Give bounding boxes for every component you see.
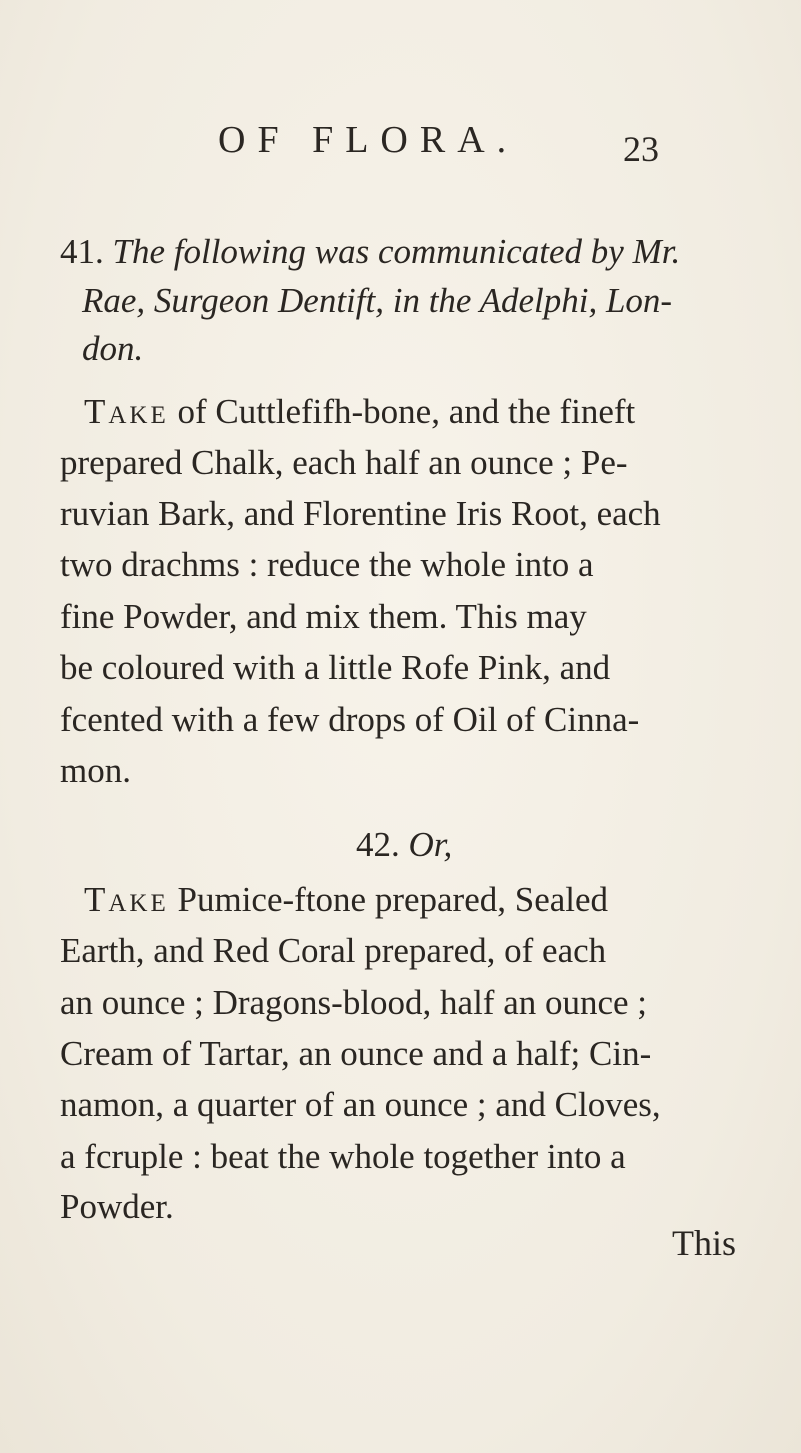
recipe-42-heading <box>356 825 452 865</box>
recipe-42-heading-word: Or, <box>408 825 453 864</box>
recipe-41-body-line-6: be coloured with a little Rofe Pink, and <box>60 648 611 687</box>
page-number: 23 <box>623 129 659 169</box>
recipe-42-body-line-1 <box>84 880 608 920</box>
recipe-41-body-line-3: ruvian Bark, and Florentine Iris Root, each <box>60 494 661 533</box>
recipe-41-body-line-1 <box>84 392 635 432</box>
catchword: This <box>672 1223 737 1263</box>
page-header <box>0 118 801 178</box>
take-word: Take <box>84 392 169 431</box>
recipe-41-body-line-4: two drachms : reduce the whole into a <box>60 545 594 584</box>
recipe-41-heading-line-1 <box>60 232 680 272</box>
recipe-42-body-line-1-rest: Pumice-ftone prepared, Sealed <box>168 880 609 919</box>
recipe-42-number: 42. <box>356 825 400 864</box>
recipe-41-body-line-5: fine Powder, and mix them. This may <box>60 597 587 636</box>
recipe-41-number: 41. <box>60 232 104 271</box>
recipe-41-body-line-8: mon. <box>60 751 131 790</box>
take-word: Take <box>84 880 169 919</box>
recipe-41-heading-line-2: Rae, Surgeon Dentift, in the Adelphi, Lon- <box>82 281 673 320</box>
recipe-41-body-line-7: fcented with a few drops of Oil of Cinna- <box>60 700 640 739</box>
running-title: OF FLORA. <box>218 119 519 161</box>
recipe-41-body-line-1-rest: of Cuttlefifh-bone, and the fineft <box>168 392 636 431</box>
recipe-41-heading-text-1: The following was communicated by Mr. <box>112 232 681 271</box>
recipe-42-body-line-4: Cream of Tartar, an ounce and a half; Cin- <box>60 1034 652 1073</box>
recipe-42-body-line-3: an ounce ; Dragons-blood, half an ounce ; <box>60 983 648 1022</box>
recipe-42-body-line-5: namon, a quarter of an ounce ; and Cloves, <box>60 1085 661 1124</box>
recipe-41-heading-line-3: don. <box>82 329 144 368</box>
recipe-41-body-line-2: prepared Chalk, each half an ounce ; Pe- <box>60 443 628 482</box>
recipe-42-body-line-2: Earth, and Red Coral prepared, of each <box>60 931 607 970</box>
recipe-42-body-line-6: a fcruple : beat the whole together into a <box>60 1137 626 1176</box>
recipe-42-body-line-7: Powder. <box>60 1187 174 1226</box>
